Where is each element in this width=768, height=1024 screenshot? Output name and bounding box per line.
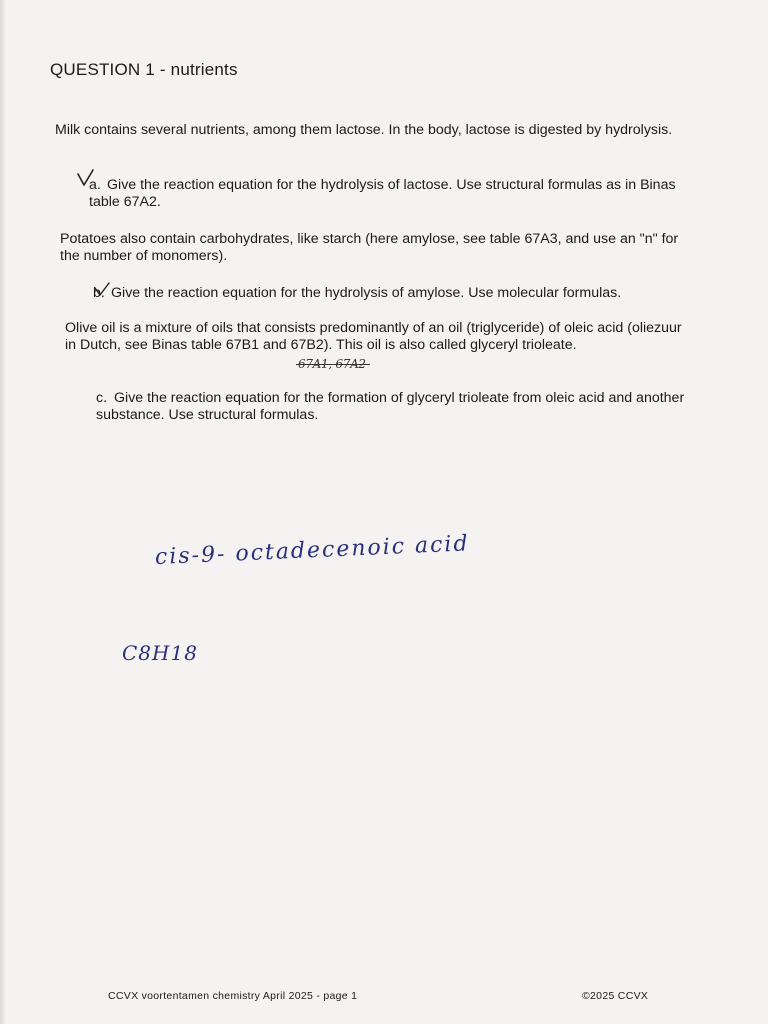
check-mark-icon <box>76 168 98 190</box>
paragraph-potatoes: Potatoes also contain carbohydrates, like starch (here amylose, see table 67A3, and use an "n" for the number of monomers). <box>60 231 679 264</box>
item-marker: b. <box>93 285 105 301</box>
paragraph-milk: Milk contains several nutrients, among them lactose. In the body, lactose is digested by hydrolysis. <box>55 122 673 138</box>
handwritten-note-acid-name: cis-9- octadecenoic acid <box>154 531 471 570</box>
question-item-b <box>93 285 693 302</box>
footer-copyright: ©2025 CCVX <box>582 990 649 1002</box>
item-text: Give the reaction equation for the formation of glyceryl trioleate from oleic acid and another substance. Use structural formulas. <box>96 390 685 423</box>
footer-page-info: CCVX voortentamen chemistry April 2025 - page 1 <box>108 990 358 1002</box>
question-item-a <box>89 177 693 211</box>
page-edge-shadow <box>0 0 6 1024</box>
question-item-c <box>96 390 696 424</box>
question-title: QUESTION 1 - nutrients <box>50 60 238 79</box>
item-marker: c. <box>96 390 108 406</box>
item-marker: a. <box>89 177 101 193</box>
item-text: Give the reaction equation for the hydrolysis of amylose. Use molecular formulas. <box>111 285 622 301</box>
handwritten-note-formula: C8H18 <box>122 641 198 665</box>
paragraph-olive-oil: Olive oil is a mixture of oils that consists predominantly of an oil (triglyceride) of oleic acid (oliezuur in Dutch, see Binas table 67B1 and 67B2). This oil is also called glyceryl trioleate. <box>65 320 682 353</box>
item-text: Give the reaction equation for the hydrolysis of lactose. Use structural formulas as in Binas table 67A2. <box>89 177 676 210</box>
struck-out-table-reference: 67A1, 67A2 <box>298 357 366 371</box>
check-mark-icon <box>92 280 112 298</box>
